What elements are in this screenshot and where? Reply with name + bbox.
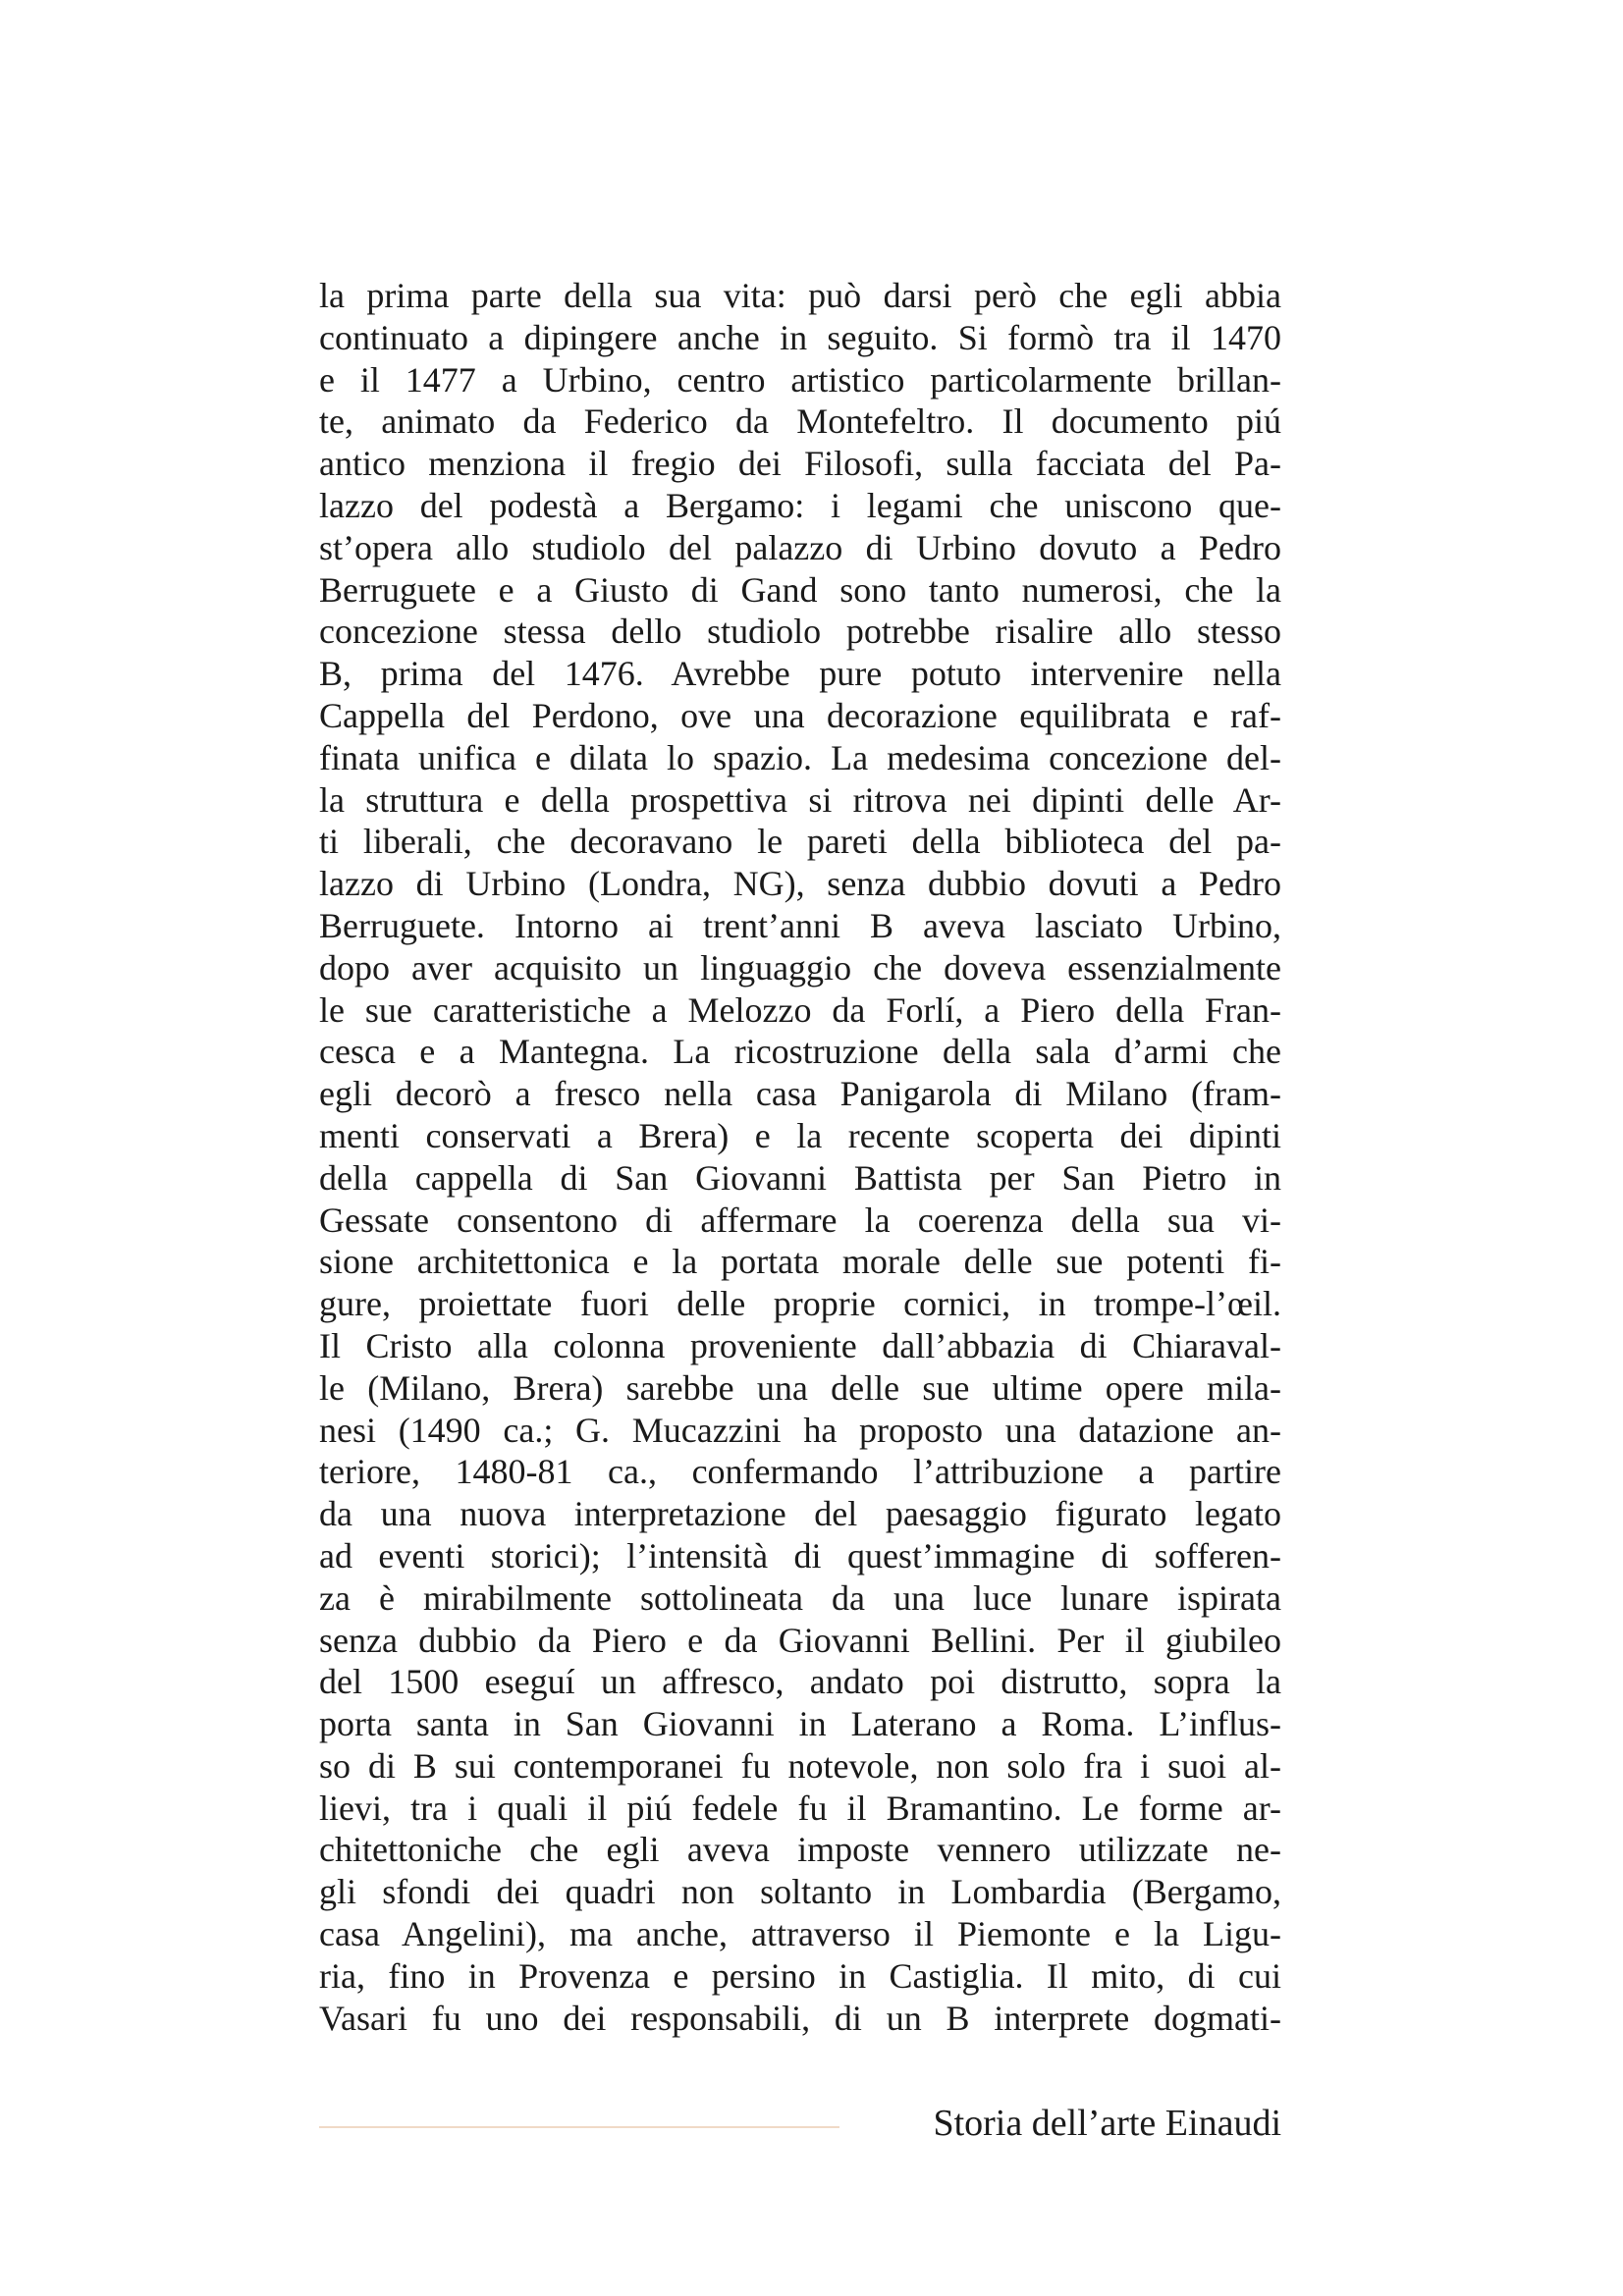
text-line: za è mirabilmente sottolineata da una luce lunare ispirata: [319, 1577, 1281, 1618]
body-text: [319, 275, 1281, 2039]
text-line: Berruguete e a Giusto di Gand sono tanto numerosi, che la: [319, 569, 1281, 610]
text-line: della cappella di San Giovanni Battista per San Pietro in: [319, 1157, 1281, 1198]
text-line: lazzo di Urbino (Londra, NG), senza dubbio dovuti a Pedro: [319, 864, 1281, 904]
footer-divider: [319, 2126, 839, 2128]
text-line: da una nuova interpretazione del paesaggio figurato legato: [319, 1494, 1281, 1534]
text-line: nesi (1490 ca.; G. Mucazzini ha proposto una datazione an-: [319, 1410, 1281, 1450]
footer-title: Storia dell’arte Einaudi: [933, 2103, 1281, 2144]
text-line: ria, fino in Provenza e persino in Castiglia. Il mito, di cui: [319, 1955, 1281, 1996]
text-line: menti conservati a Brera) e la recente scoperta dei dipinti: [319, 1115, 1281, 1155]
text-line: concezione stessa dello studiolo potrebbe risalire allo stesso: [319, 612, 1281, 652]
text-line: la struttura e della prospettiva si ritrova nei dipinti delle Ar-: [319, 779, 1281, 820]
text-line: egli decorò a fresco nella casa Panigarola di Milano (fram-: [319, 1074, 1281, 1114]
text-line: la prima parte della sua vita: può darsi però che egli abbia: [319, 276, 1281, 315]
text-line: sione architettonica e la portata morale delle sue potenti fi-: [319, 1242, 1281, 1282]
text-line: antico menziona il fregio dei Filosofi, sulla facciata del Pa-: [319, 444, 1281, 484]
text-line: Cappella del Perdono, ove una decorazione equilibrata e raf-: [319, 695, 1281, 735]
text-line: Il Cristo alla colonna proveniente dall’abbazia di Chiaraval-: [319, 1325, 1281, 1365]
text-line: lazzo del podestà a Bergamo: i legami che uniscono que-: [319, 485, 1281, 525]
text-line: Berruguete. Intorno ai trent’anni B aveva lasciato Urbino,: [319, 905, 1281, 945]
text-line: e il 1477 a Urbino, centro artistico particolarmente brillan-: [319, 359, 1281, 400]
text-line: le sue caratteristiche a Melozzo da Forlí, a Piero della Fran-: [319, 989, 1281, 1030]
page-footer: [319, 2099, 1281, 2148]
text-line: porta santa in San Giovanni in Laterano a Roma. L’influs-: [319, 1704, 1281, 1744]
text-line: del 1500 eseguí un affresco, andato poi distrutto, sopra la: [319, 1662, 1281, 1702]
text-line: dopo aver acquisito un linguaggio che doveva essenzialmente: [319, 947, 1281, 988]
text-line: so di B sui contemporanei fu notevole, non solo fra i suoi al-: [319, 1745, 1281, 1786]
text-line: le (Milano, Brera) sarebbe una delle sue ultime opere mila-: [319, 1367, 1281, 1408]
text-line: te, animato da Federico da Montefeltro. Il documento piú: [319, 401, 1281, 442]
text-line: st’opera allo studiolo del palazzo di Urbino dovuto a Pedro: [319, 527, 1281, 567]
text-line: senza dubbio da Piero e da Giovanni Bellini. Per il giubileo: [319, 1620, 1281, 1660]
text-line: finata unifica e dilata lo spazio. La medesima concezione del-: [319, 737, 1281, 777]
text-line: chitettoniche che egli aveva imposte vennero utilizzate ne-: [319, 1830, 1281, 1870]
text-line: gure, proiettate fuori delle proprie cornici, in trompe-l’œil.: [319, 1284, 1281, 1324]
text-line: Vasari fu uno dei responsabili, di un B interprete dogmati-: [319, 1998, 1281, 2038]
text-line: B, prima del 1476. Avrebbe pure potuto intervenire nella: [319, 654, 1281, 694]
text-line: gli sfondi dei quadri non soltanto in Lombardia (Bergamo,: [319, 1872, 1281, 1912]
text-line: ad eventi storici); l’intensità di quest’immagine di sofferen-: [319, 1535, 1281, 1575]
text-line: ti liberali, che decoravano le pareti della biblioteca del pa-: [319, 822, 1281, 862]
text-line: Gessate consentono di affermare la coerenza della sua vi-: [319, 1200, 1281, 1240]
text-line: teriore, 1480-81 ca., confermando l’attribuzione a partire: [319, 1452, 1281, 1492]
text-line: continuato a dipingere anche in seguito. Si formò tra il 1470: [319, 317, 1281, 357]
text-line: casa Angelini), ma anche, attraverso il Piemonte e la Ligu-: [319, 1914, 1281, 1954]
text-line: lievi, tra i quali il piú fedele fu il Bramantino. Le forme ar-: [319, 1788, 1281, 1828]
text-line: cesca e a Mantegna. La ricostruzione della sala d’armi che: [319, 1032, 1281, 1072]
